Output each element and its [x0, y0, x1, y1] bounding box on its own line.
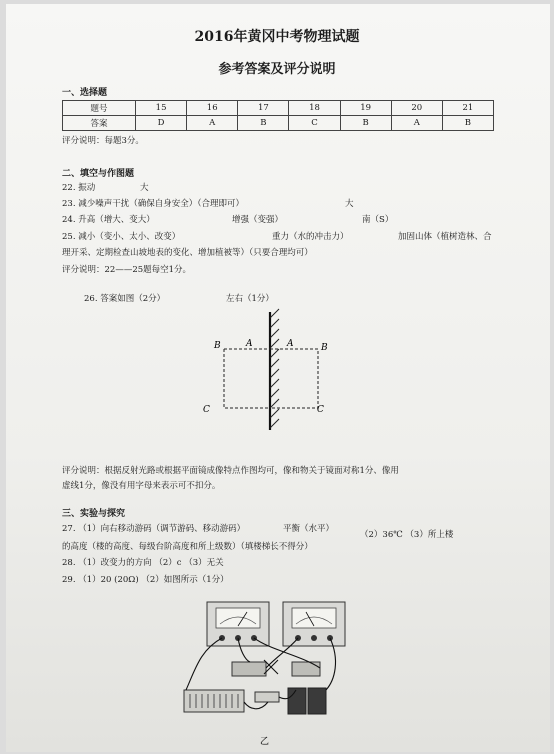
table-cell: 19	[340, 101, 391, 116]
q29-text: 29. （1）20 (20Ω) （2）如图所示（1分）	[62, 575, 229, 585]
ammeter-device	[283, 602, 345, 646]
q24-answer-a: 增强（变强）	[232, 215, 284, 225]
q27-answer-b: （2）36℃ （3）所上楼	[360, 530, 454, 540]
table-row-label: 答案	[63, 116, 136, 131]
label-c-left: C	[203, 405, 210, 415]
q27-text: 27. （1）向右移动游码（调节游码、移动游码）	[62, 524, 246, 534]
label-b-right: B	[321, 343, 328, 353]
table-cell: B	[340, 116, 391, 131]
table-cell: 20	[391, 101, 442, 116]
q28-text: 28. （1）改变力的方向 （2）c （3）无关	[62, 558, 224, 568]
section2-note2-line1: 评分说明：根据反射光路或根据平面镜成像特点作图均可，像和物关于镜面对称1分、像用	[62, 466, 399, 476]
q22-answer: 大	[140, 183, 149, 193]
q27-continued: 的高度（楼的高度、每级台阶高度和所上级数）（填楼梯长不得分）	[62, 542, 313, 552]
q26-text: 26. 答案如图（2分）	[84, 294, 166, 304]
page-title: 2016年黄冈中考物理试题	[194, 29, 360, 45]
q25-answer-b: 加固山体（植树造林、合	[398, 232, 492, 242]
q26-answer: 左右（1分）	[226, 294, 274, 304]
table-cell: 16	[187, 101, 238, 116]
page-subtitle: 参考答案及评分说明	[218, 62, 336, 77]
table-cell: 17	[238, 101, 289, 116]
table-cell: B	[238, 116, 289, 131]
section2-note1: 评分说明：22——25题每空1分。	[62, 265, 192, 275]
label-a-left: A	[246, 339, 253, 349]
switch-device	[255, 692, 279, 702]
section2-heading: 二、填空与作图题	[62, 169, 135, 179]
section3-heading: 三、实验与探究	[62, 509, 126, 519]
label-c-right: C	[317, 405, 324, 415]
q27-answer-a: 平衡（水平）	[283, 524, 335, 534]
label-a-right: A	[287, 339, 294, 349]
table-cell: A	[187, 116, 238, 131]
resistor-block	[232, 662, 320, 676]
section1-note: 评分说明：每题3分。	[62, 136, 144, 146]
table-cell: 21	[442, 101, 493, 116]
q25-answer-a: 重力（水的冲击力）	[272, 232, 349, 242]
q23-answer: 大	[345, 199, 354, 209]
table-cell: 18	[289, 101, 340, 116]
table-cell: B	[442, 116, 493, 131]
table-cell: C	[289, 116, 340, 131]
battery-device	[288, 688, 326, 714]
q23-text: 23. 减少噪声干扰（确保自身安全）（合理即可）	[62, 199, 244, 209]
figure-caption: 乙	[260, 737, 270, 747]
table-row-label: 题号	[63, 101, 136, 116]
rheostat-device	[184, 690, 244, 712]
label-b-left: B	[214, 341, 221, 351]
q22-text: 22. 振动	[62, 183, 96, 193]
table-cell: D	[136, 116, 187, 131]
section1-heading: 一、选择题	[62, 88, 108, 98]
section2-note2-line2: 虚线1分，像没有用字母来表示可不扣分。	[62, 481, 221, 491]
q25-continued: 理开采、定期检查山坡地表的变化、增加植被等）（只要合理均可）	[62, 248, 313, 258]
q24-answer-b: 南（S）	[362, 215, 394, 225]
table-cell: A	[391, 116, 442, 131]
table-cell: 15	[136, 101, 187, 116]
q24-text: 24. 升高（增大、变大）	[62, 215, 155, 225]
q25-text: 25. 减小（变小、太小、改变）	[62, 232, 181, 242]
